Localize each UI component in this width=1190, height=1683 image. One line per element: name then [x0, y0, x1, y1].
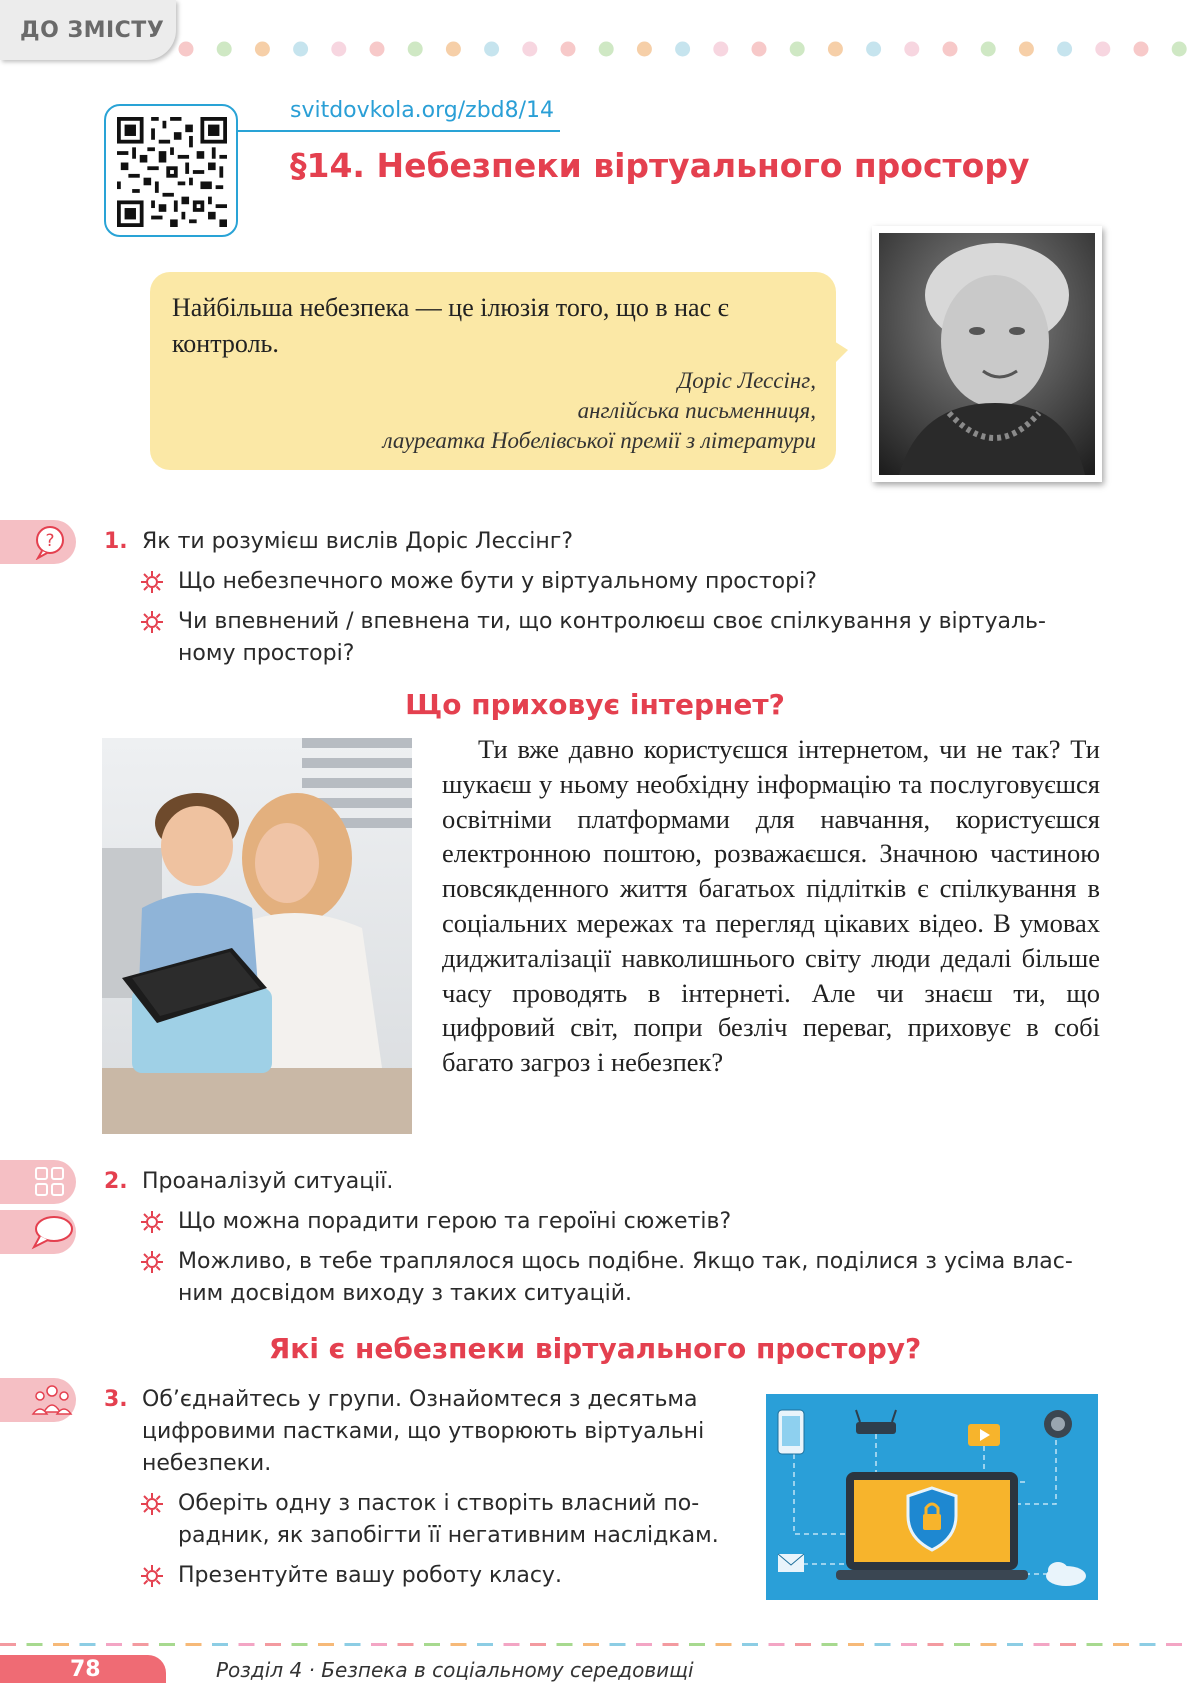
- quote-author: Доріс Лессінг,: [677, 368, 816, 393]
- decorative-dot: [866, 42, 881, 57]
- decorative-dash: [53, 1643, 69, 1646]
- decorative-dot: [255, 42, 270, 57]
- decorative-dash: [1113, 1643, 1129, 1646]
- quote-author-award: лауреатка Нобелівської премії з літератури: [382, 428, 816, 453]
- question-bubble-icon: [30, 524, 70, 560]
- decorative-dash: [901, 1643, 917, 1646]
- decorative-dash: [186, 1643, 202, 1646]
- decorative-dot: [1057, 42, 1072, 57]
- decorative-dash: [1140, 1643, 1156, 1646]
- qr-connector-line: [238, 130, 560, 132]
- decorative-dot: [790, 42, 805, 57]
- decorative-dash: [530, 1643, 546, 1646]
- decorative-dot: [904, 42, 919, 57]
- decorative-dash: [848, 1643, 864, 1646]
- task-1-bullet-2: Чи впевнений / впевнена ти, що контролюєш своє спілкування у віртуаль- ному просторі?: [140, 606, 1110, 670]
- question-marker: [0, 520, 76, 564]
- task-3-bullet-2: Презентуйте вашу роботу класу.: [140, 1560, 760, 1592]
- footer-dashed-line: [0, 1643, 1190, 1647]
- decorative-dot: [1172, 42, 1187, 57]
- decorative-dash: [1034, 1643, 1050, 1646]
- footer-section-title: Розділ 4 · Безпека в соціальному середовищі: [216, 1658, 694, 1682]
- svg-text:?: ?: [45, 531, 55, 551]
- decorative-dash: [610, 1643, 626, 1646]
- decorative-dot: [1019, 42, 1034, 57]
- decorative-dash: [1166, 1643, 1182, 1646]
- decorative-dash: [0, 1643, 16, 1646]
- task-2: [104, 1166, 393, 1198]
- decorative-dash: [424, 1643, 440, 1646]
- decorative-dot: [446, 42, 461, 57]
- qr-code-icon: [117, 117, 227, 227]
- decorative-dash: [239, 1643, 255, 1646]
- task-number: 1.: [104, 529, 128, 554]
- task-number: 3.: [104, 1387, 128, 1412]
- decorative-dash: [133, 1643, 149, 1646]
- decorative-dot: [1134, 42, 1149, 57]
- decorative-dash: [371, 1643, 387, 1646]
- page-title: §14. Небезпеки віртуального простору: [290, 146, 1030, 185]
- decorative-dash: [80, 1643, 96, 1646]
- task-1-bullet-1: Що небезпечного може бути у віртуальному просторі?: [140, 566, 1110, 598]
- quote-tail: [826, 336, 848, 372]
- decorative-dot: [370, 42, 385, 57]
- sun-star-icon: [140, 570, 164, 594]
- task-3: [104, 1384, 744, 1480]
- decorative-dash: [1007, 1643, 1023, 1646]
- task-2-bullet-1: Що можна порадити герою та героїні сюжетів?: [140, 1206, 1110, 1238]
- decorative-dash: [1060, 1643, 1076, 1646]
- decorative-dot: [637, 42, 652, 57]
- task-number: 2.: [104, 1169, 128, 1194]
- sun-star-icon: [140, 1210, 164, 1234]
- author-portrait: [872, 226, 1102, 482]
- cyber-security-illustration: [766, 1394, 1098, 1600]
- decorative-dash: [769, 1643, 785, 1646]
- qr-code[interactable]: [104, 104, 238, 237]
- task-2-bullet-2: Можливо, в тебе траплялося щось подібне. Якщо так, поділися з усіма влас- ним досвідом виходу з таких ситуацій.: [140, 1246, 1110, 1310]
- sun-star-icon: [140, 1492, 164, 1516]
- decorative-dash: [345, 1643, 361, 1646]
- task-text: Об’єднайтесь у групи. Ознайомтеся з десятьма цифровими пастками, що утворюють віртуальні небезпеки.: [142, 1387, 705, 1476]
- decorative-dot: [981, 42, 996, 57]
- decorative-dash: [504, 1643, 520, 1646]
- quote-attribution: [383, 366, 816, 456]
- decorative-dash: [265, 1643, 281, 1646]
- decorative-dash: [451, 1643, 467, 1646]
- decorative-dot: [752, 42, 767, 57]
- chat-bubble-icon: [30, 1214, 74, 1252]
- grid-marker: [0, 1160, 76, 1204]
- section-1-body: Ти вже давно користуєшся інтернетом, чи не так? Ти шукаєш у ньому необхідну інформацію та послуговуєшся освітніми платформами для навчання, користуєшся електронною поштою, розважаєшся. Значною частиною повсякденного життя багатьох підлітків є спілкування в соціальних мережах та перегляд цікавих відео. В умовах диджиталізації навколишнього світу люди дедалі більше часу проводять в інтернеті. Але чи знаєш ти, що цифровий світ, попри безліч переваг, приховує в собі багато загроз і небезпек?: [442, 734, 1100, 1078]
- quote-author-role: англійська письменниця,: [577, 398, 816, 423]
- decorative-dot: [943, 42, 958, 57]
- decorative-dash: [742, 1643, 758, 1646]
- decorative-dash: [954, 1643, 970, 1646]
- decorative-dash: [106, 1643, 122, 1646]
- decorative-dot: [217, 42, 232, 57]
- decorative-dash: [398, 1643, 414, 1646]
- decorative-dash: [636, 1643, 652, 1646]
- toc-label: ДО ЗМІСТУ: [20, 18, 165, 43]
- decorative-dash: [875, 1643, 891, 1646]
- section-heading-2: Які є небезпеки віртуального простору?: [268, 1332, 922, 1365]
- decorative-dash: [689, 1643, 705, 1646]
- task-text: Проаналізуй ситуації.: [142, 1169, 394, 1194]
- decorative-dash: [292, 1643, 308, 1646]
- kids-with-tablet-photo: [102, 738, 412, 1134]
- decorative-dot: [408, 42, 423, 57]
- decorative-dash: [477, 1643, 493, 1646]
- quote-text: Найбільша небезпека — це ілюзія того, що в нас є контроль.: [172, 293, 729, 358]
- sun-star-icon: [140, 610, 164, 634]
- grid-icon: [30, 1164, 70, 1200]
- page-number: 78: [70, 1657, 101, 1682]
- toc-tab[interactable]: [0, 0, 176, 60]
- task-1: [104, 526, 573, 558]
- decorative-dash: [1087, 1643, 1103, 1646]
- decorative-dot: [675, 42, 690, 57]
- decorative-dot: [713, 42, 728, 57]
- quote-bubble: [150, 272, 836, 470]
- decorative-dash: [928, 1643, 944, 1646]
- decorative-dot: [828, 42, 843, 57]
- decorative-dash: [27, 1643, 43, 1646]
- decorative-dot: [1095, 42, 1110, 57]
- decorative-dash: [663, 1643, 679, 1646]
- chat-marker: [0, 1210, 76, 1254]
- group-icon: [30, 1382, 74, 1418]
- decorative-dash: [159, 1643, 175, 1646]
- sun-star-icon: [140, 1564, 164, 1588]
- decorative-dash: [822, 1643, 838, 1646]
- decorative-dash: [212, 1643, 228, 1646]
- decorative-dot: [331, 42, 346, 57]
- decorative-dash: [557, 1643, 573, 1646]
- decorative-dot: [522, 42, 537, 57]
- qr-link[interactable]: svitdovkola.org/zbd8/14: [290, 98, 555, 123]
- task-3-bullet-1: Оберіть одну з пасток і створіть власний по- радник, як запобігти її негативним наслідкам.: [140, 1488, 760, 1552]
- decorative-dot: [561, 42, 576, 57]
- decorative-dash: [318, 1643, 334, 1646]
- decorative-dash: [981, 1643, 997, 1646]
- decorative-dash: [795, 1643, 811, 1646]
- sun-star-icon: [140, 1250, 164, 1274]
- decorative-dot: [484, 42, 499, 57]
- decorative-dash: [716, 1643, 732, 1646]
- decorative-dot: [599, 42, 614, 57]
- decorative-dot: [293, 42, 308, 57]
- decorative-dash: [583, 1643, 599, 1646]
- section-heading-1: Що приховує інтернет?: [405, 688, 785, 721]
- decorative-dots: [178, 40, 1190, 58]
- group-marker: [0, 1378, 76, 1422]
- task-text: Як ти розумієш вислів Доріс Лессінг?: [142, 529, 574, 554]
- decorative-dot: [179, 42, 194, 57]
